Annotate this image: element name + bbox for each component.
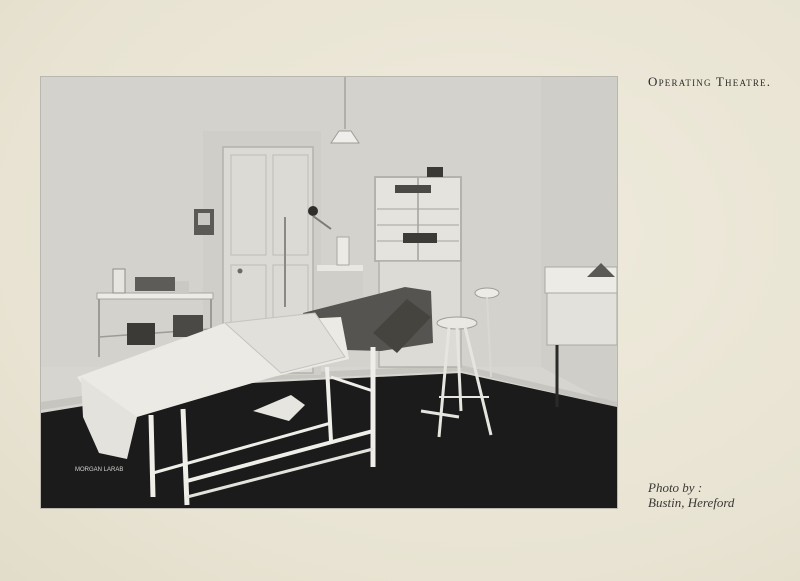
photographer-mark: MORGAN LARAB bbox=[75, 467, 124, 473]
page-title: Operating Theatre. bbox=[648, 74, 772, 89]
photo-credit-line-1: Photo by : bbox=[648, 480, 703, 495]
photo-credit-line-2: Bustin, Hereford bbox=[648, 495, 735, 510]
operating-theatre-photograph bbox=[40, 76, 618, 509]
photo-credit bbox=[648, 480, 798, 510]
